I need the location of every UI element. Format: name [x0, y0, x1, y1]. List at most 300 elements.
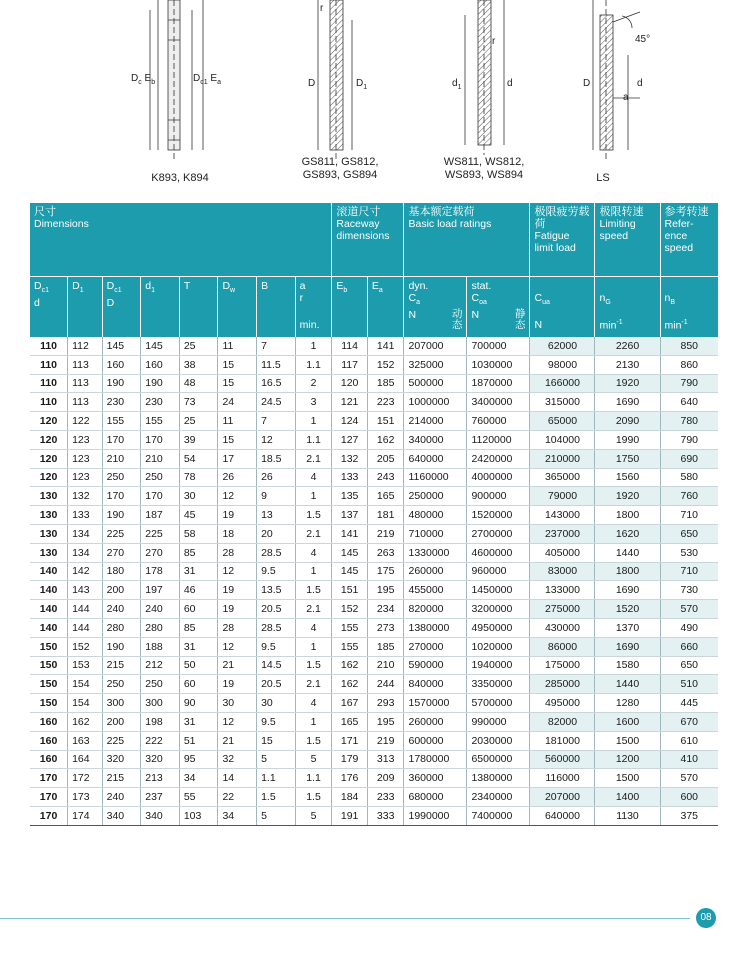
data-cell: 83000	[530, 562, 595, 581]
data-cell: 260000	[404, 562, 467, 581]
data-cell: 990000	[467, 712, 530, 731]
data-cell: 160	[141, 355, 180, 374]
data-cell: 405000	[530, 543, 595, 562]
data-cell: 5700000	[467, 694, 530, 713]
data-cell: 190	[141, 374, 180, 393]
data-cell: 1800	[595, 562, 660, 581]
data-cell: 1000000	[404, 393, 467, 412]
data-cell: 153	[68, 656, 103, 675]
data-cell: 1800	[595, 506, 660, 525]
data-cell: 270	[141, 543, 180, 562]
data-cell: 1440	[595, 543, 660, 562]
data-cell: 58	[179, 524, 218, 543]
data-cell: 141	[367, 337, 404, 355]
data-cell: 22	[218, 788, 257, 807]
data-cell: 1	[295, 337, 332, 355]
data-cell: 133000	[530, 581, 595, 600]
data-cell: 9.5	[257, 712, 296, 731]
col-T: T	[179, 277, 218, 338]
data-cell: 375	[660, 806, 718, 825]
data-cell: 11.5	[257, 355, 296, 374]
data-cell: 145	[332, 562, 368, 581]
data-cell: 207000	[404, 337, 467, 355]
data-cell: 340000	[404, 430, 467, 449]
bore-cell: 150	[30, 656, 68, 675]
data-cell: 162	[367, 430, 404, 449]
data-cell: 155	[141, 412, 180, 431]
data-cell: 1120000	[467, 430, 530, 449]
drawing-caption: WS811, WS812, WS893, WS894	[443, 156, 525, 181]
data-cell: 600000	[404, 731, 467, 750]
data-cell: 3400000	[467, 393, 530, 412]
data-cell: 1520000	[467, 506, 530, 525]
data-cell: 15	[218, 355, 257, 374]
data-cell: 170	[102, 430, 141, 449]
table-row	[30, 543, 718, 562]
table-row	[30, 656, 718, 675]
bore-cell: 110	[30, 374, 68, 393]
data-cell: 1690	[595, 393, 660, 412]
data-cell: 285000	[530, 675, 595, 694]
data-cell: 21	[218, 731, 257, 750]
data-cell: 176	[332, 769, 368, 788]
data-cell: 162	[332, 675, 368, 694]
data-cell: 1	[295, 487, 332, 506]
data-cell: 270	[102, 543, 141, 562]
data-cell: 143	[68, 581, 103, 600]
data-cell: 233	[367, 788, 404, 807]
dim-label: r	[492, 36, 496, 47]
data-cell: 1.5	[295, 788, 332, 807]
data-cell: 780	[660, 412, 718, 431]
data-cell: 11	[218, 337, 257, 355]
col-Dw: $D_w$	[218, 277, 257, 338]
data-cell: 1.5	[295, 506, 332, 525]
data-cell: 104000	[530, 430, 595, 449]
data-cell: 1690	[595, 581, 660, 600]
data-cell: 31	[179, 637, 218, 656]
data-cell: 570	[660, 600, 718, 619]
data-cell: 1.5	[295, 731, 332, 750]
data-cell: 4000000	[467, 468, 530, 487]
table-row	[30, 524, 718, 543]
data-cell: 4950000	[467, 618, 530, 637]
data-cell: 120	[332, 374, 368, 393]
bore-cell: 150	[30, 637, 68, 656]
data-cell: 12	[257, 430, 296, 449]
data-cell: 19	[218, 506, 257, 525]
data-cell: 103	[179, 806, 218, 825]
data-cell: 190	[102, 506, 141, 525]
data-cell: 315000	[530, 393, 595, 412]
data-cell: 1450000	[467, 581, 530, 600]
data-cell: 190	[102, 637, 141, 656]
data-cell: 1560	[595, 468, 660, 487]
data-cell: 170	[102, 487, 141, 506]
data-cell: 4600000	[467, 543, 530, 562]
table-row	[30, 355, 718, 374]
cua-unit: N	[534, 319, 543, 331]
data-cell: 210000	[530, 449, 595, 468]
data-cell: 263	[367, 543, 404, 562]
data-cell: 2340000	[467, 788, 530, 807]
data-cell: 172	[68, 769, 103, 788]
data-cell: 1130	[595, 806, 660, 825]
data-cell: 2.1	[295, 675, 332, 694]
data-cell: 124	[332, 412, 368, 431]
table-row	[30, 562, 718, 581]
data-cell: 2.1	[295, 449, 332, 468]
data-cell: 640000	[404, 449, 467, 468]
data-cell: 55	[179, 788, 218, 807]
data-cell: 445	[660, 694, 718, 713]
dim-label: d	[507, 78, 513, 89]
data-cell: 26	[257, 468, 296, 487]
data-cell: 20.5	[257, 600, 296, 619]
data-cell: 840000	[404, 675, 467, 694]
data-cell: 1920	[595, 374, 660, 393]
data-cell: 112	[68, 337, 103, 355]
table-body	[30, 337, 718, 825]
col-dc1: $D_{c1}$ d	[30, 277, 68, 338]
table-row	[30, 600, 718, 619]
data-cell: 145	[332, 543, 368, 562]
data-cell: 410	[660, 750, 718, 769]
bore-cell: 160	[30, 750, 68, 769]
data-cell: 222	[141, 731, 180, 750]
data-cell: 1500	[595, 769, 660, 788]
data-cell: 191	[332, 806, 368, 825]
data-cell: 820000	[404, 600, 467, 619]
data-cell: 214000	[404, 412, 467, 431]
data-cell: 25	[179, 337, 218, 355]
data-cell: 960000	[467, 562, 530, 581]
data-cell: 154	[68, 675, 103, 694]
data-cell: 11	[218, 412, 257, 431]
data-cell: 38	[179, 355, 218, 374]
data-cell: 7	[257, 337, 296, 355]
data-cell: 340	[102, 806, 141, 825]
bore-cell: 120	[30, 468, 68, 487]
table-row	[30, 581, 718, 600]
data-cell: 1990	[595, 430, 660, 449]
bore-cell: 120	[30, 430, 68, 449]
data-cell: 135	[332, 487, 368, 506]
data-cell: 144	[68, 600, 103, 619]
data-cell: 280	[141, 618, 180, 637]
data-cell: 170	[141, 430, 180, 449]
data-cell: 710	[660, 562, 718, 581]
data-cell: 3	[295, 393, 332, 412]
data-cell: 700000	[467, 337, 530, 355]
data-cell: 171	[332, 731, 368, 750]
data-cell: 1400	[595, 788, 660, 807]
data-cell: 152	[332, 600, 368, 619]
data-cell: 2030000	[467, 731, 530, 750]
data-cell: 209	[367, 769, 404, 788]
data-cell: 560000	[530, 750, 595, 769]
data-cell: 13	[257, 506, 296, 525]
table-row	[30, 468, 718, 487]
data-cell: 14	[218, 769, 257, 788]
data-cell: 1280	[595, 694, 660, 713]
data-cell: 6500000	[467, 750, 530, 769]
data-cell: 2.1	[295, 524, 332, 543]
data-cell: 225	[102, 524, 141, 543]
data-cell: 155	[332, 637, 368, 656]
data-cell: 1	[295, 562, 332, 581]
data-cell: 134	[68, 524, 103, 543]
data-cell: 590000	[404, 656, 467, 675]
data-cell: 28	[218, 618, 257, 637]
data-cell: 3200000	[467, 600, 530, 619]
bore-cell: 160	[30, 712, 68, 731]
data-cell: 790	[660, 430, 718, 449]
data-cell: 1200	[595, 750, 660, 769]
data-cell: 240	[141, 600, 180, 619]
data-cell: 320	[141, 750, 180, 769]
data-cell: 1870000	[467, 374, 530, 393]
data-cell: 5	[295, 806, 332, 825]
data-cell: 212	[141, 656, 180, 675]
dim-label: $D_1$	[356, 78, 368, 91]
data-cell: 14.5	[257, 656, 296, 675]
data-cell: 167	[332, 694, 368, 713]
data-cell: 51	[179, 731, 218, 750]
bore-cell: 130	[30, 487, 68, 506]
data-cell: 155	[102, 412, 141, 431]
data-cell: 134	[68, 543, 103, 562]
data-cell: 79000	[530, 487, 595, 506]
data-cell: 480000	[404, 506, 467, 525]
data-cell: 19	[218, 581, 257, 600]
data-cell: 4	[295, 543, 332, 562]
data-cell: 1	[295, 637, 332, 656]
data-cell: 2130	[595, 355, 660, 374]
table-row	[30, 412, 718, 431]
data-cell: 13.5	[257, 581, 296, 600]
data-cell: 12	[218, 562, 257, 581]
data-cell: 12	[218, 487, 257, 506]
data-cell: 197	[141, 581, 180, 600]
data-cell: 1.5	[295, 581, 332, 600]
data-cell: 200	[102, 581, 141, 600]
data-cell: 1920	[595, 487, 660, 506]
data-cell: 160	[102, 355, 141, 374]
data-cell: 4	[295, 468, 332, 487]
data-cell: 113	[68, 393, 103, 412]
page-number: 08	[696, 908, 716, 928]
data-cell: 1.5	[295, 656, 332, 675]
bore-cell: 140	[30, 618, 68, 637]
data-cell: 133	[68, 506, 103, 525]
data-cell: 219	[367, 524, 404, 543]
data-cell: 230	[141, 393, 180, 412]
data-cell: 240	[102, 600, 141, 619]
bore-cell: 170	[30, 806, 68, 825]
bore-cell: 110	[30, 337, 68, 355]
data-cell: 273	[367, 618, 404, 637]
data-cell: 31	[179, 712, 218, 731]
data-cell: 333	[367, 806, 404, 825]
data-cell: 230	[102, 393, 141, 412]
data-cell: 114	[332, 337, 368, 355]
data-cell: 219	[367, 731, 404, 750]
data-cell: 790	[660, 374, 718, 393]
data-cell: 280	[102, 618, 141, 637]
data-cell: 1.1	[257, 769, 296, 788]
table-row	[30, 769, 718, 788]
data-cell: 123	[68, 449, 103, 468]
table-row	[30, 618, 718, 637]
data-cell: 162	[332, 656, 368, 675]
data-cell: 46	[179, 581, 218, 600]
bore-cell: 130	[30, 506, 68, 525]
data-cell: 215	[102, 656, 141, 675]
data-cell: 3350000	[467, 675, 530, 694]
bore-cell: 120	[30, 412, 68, 431]
data-cell: 30	[218, 694, 257, 713]
data-cell: 116000	[530, 769, 595, 788]
col-Eb: $E_b$	[332, 277, 368, 338]
data-cell: 205	[367, 449, 404, 468]
data-cell: 137	[332, 506, 368, 525]
data-cell: 215	[102, 769, 141, 788]
data-cell: 207000	[530, 788, 595, 807]
drawing-caption: LS	[596, 172, 610, 184]
table-row	[30, 430, 718, 449]
table-row	[30, 750, 718, 769]
data-cell: 164	[68, 750, 103, 769]
data-cell: 2420000	[467, 449, 530, 468]
data-cell: 250	[141, 468, 180, 487]
data-cell: 180	[102, 562, 141, 581]
data-cell: 1330000	[404, 543, 467, 562]
data-cell: 145	[102, 337, 141, 355]
table-row	[30, 487, 718, 506]
group-reference-speed: 参考转速 Refer-ence speed	[660, 203, 718, 277]
bore-cell: 140	[30, 562, 68, 581]
col-Cua: $C_{ua}$ N	[530, 277, 595, 338]
data-cell: 5	[257, 806, 296, 825]
data-cell: 198	[141, 712, 180, 731]
data-cell: 34	[179, 769, 218, 788]
dim-label: $D_{c1}$ $E_a$	[193, 73, 221, 86]
data-cell: 141	[332, 524, 368, 543]
data-cell: 54	[179, 449, 218, 468]
data-cell: 1.1	[295, 430, 332, 449]
data-cell: 117	[332, 355, 368, 374]
data-cell: 25	[179, 412, 218, 431]
table-row	[30, 506, 718, 525]
table-row	[30, 712, 718, 731]
data-cell: 113	[68, 355, 103, 374]
data-cell: 1.1	[295, 355, 332, 374]
data-cell: 2.1	[295, 600, 332, 619]
bore-cell: 150	[30, 694, 68, 713]
data-cell: 1690	[595, 637, 660, 656]
bore-cell: 130	[30, 524, 68, 543]
data-cell: 710000	[404, 524, 467, 543]
data-cell: 210	[102, 449, 141, 468]
data-cell: 2090	[595, 412, 660, 431]
data-cell: 145	[141, 337, 180, 355]
table-row	[30, 806, 718, 825]
data-cell: 243	[367, 468, 404, 487]
data-cell: 365000	[530, 468, 595, 487]
col-dc1-D: $D_{c1}$ D	[102, 277, 141, 338]
data-cell: 127	[332, 430, 368, 449]
data-cell: 113	[68, 374, 103, 393]
data-cell: 154	[68, 694, 103, 713]
group-raceway: 滚道尺寸 Raceway dimensions	[332, 203, 404, 277]
data-cell: 4	[295, 694, 332, 713]
data-cell: 175	[367, 562, 404, 581]
data-cell: 144	[68, 618, 103, 637]
data-cell: 760	[660, 487, 718, 506]
data-cell: 640	[660, 393, 718, 412]
col-d1-lower: $d_1$	[141, 277, 180, 338]
data-cell: 850	[660, 337, 718, 355]
data-cell: 340	[141, 806, 180, 825]
data-cell: 85	[179, 543, 218, 562]
data-cell: 1030000	[467, 355, 530, 374]
data-cell: 60	[179, 675, 218, 694]
data-cell: 45	[179, 506, 218, 525]
data-cell: 240	[102, 788, 141, 807]
data-cell: 62000	[530, 337, 595, 355]
group-header-row	[30, 203, 718, 277]
data-cell: 65000	[530, 412, 595, 431]
data-cell: 300	[102, 694, 141, 713]
col-d1-upper: $D_1$	[68, 277, 103, 338]
bore-cell: 170	[30, 788, 68, 807]
data-cell: 162	[68, 712, 103, 731]
data-cell: 320	[102, 750, 141, 769]
bore-cell: 120	[30, 449, 68, 468]
ng-unit: $\min^{-1}$	[599, 318, 623, 331]
data-cell: 39	[179, 430, 218, 449]
group-load-ratings: 基本额定载荷 Basic load ratings	[404, 203, 530, 277]
data-cell: 1600	[595, 712, 660, 731]
data-cell: 31	[179, 562, 218, 581]
data-cell: 5	[257, 750, 296, 769]
data-cell: 86000	[530, 637, 595, 656]
data-cell: 82000	[530, 712, 595, 731]
data-cell: 174	[68, 806, 103, 825]
data-cell: 90	[179, 694, 218, 713]
dim-label: D	[308, 78, 316, 89]
dim-label: a	[623, 92, 629, 103]
data-cell: 185	[367, 637, 404, 656]
a-min-unit: min.	[299, 319, 320, 331]
data-cell: 510	[660, 675, 718, 694]
data-cell: 85	[179, 618, 218, 637]
data-cell: 20.5	[257, 675, 296, 694]
data-cell: 7	[257, 412, 296, 431]
data-cell: 1620	[595, 524, 660, 543]
data-cell: 455000	[404, 581, 467, 600]
data-cell: 530	[660, 543, 718, 562]
data-cell: 234	[367, 600, 404, 619]
data-cell: 1570000	[404, 694, 467, 713]
data-cell: 98000	[530, 355, 595, 374]
data-cell: 250	[102, 675, 141, 694]
data-cell: 185	[367, 374, 404, 393]
data-cell: 730	[660, 581, 718, 600]
data-cell: 5	[295, 750, 332, 769]
bearing-drawings	[0, 0, 743, 195]
